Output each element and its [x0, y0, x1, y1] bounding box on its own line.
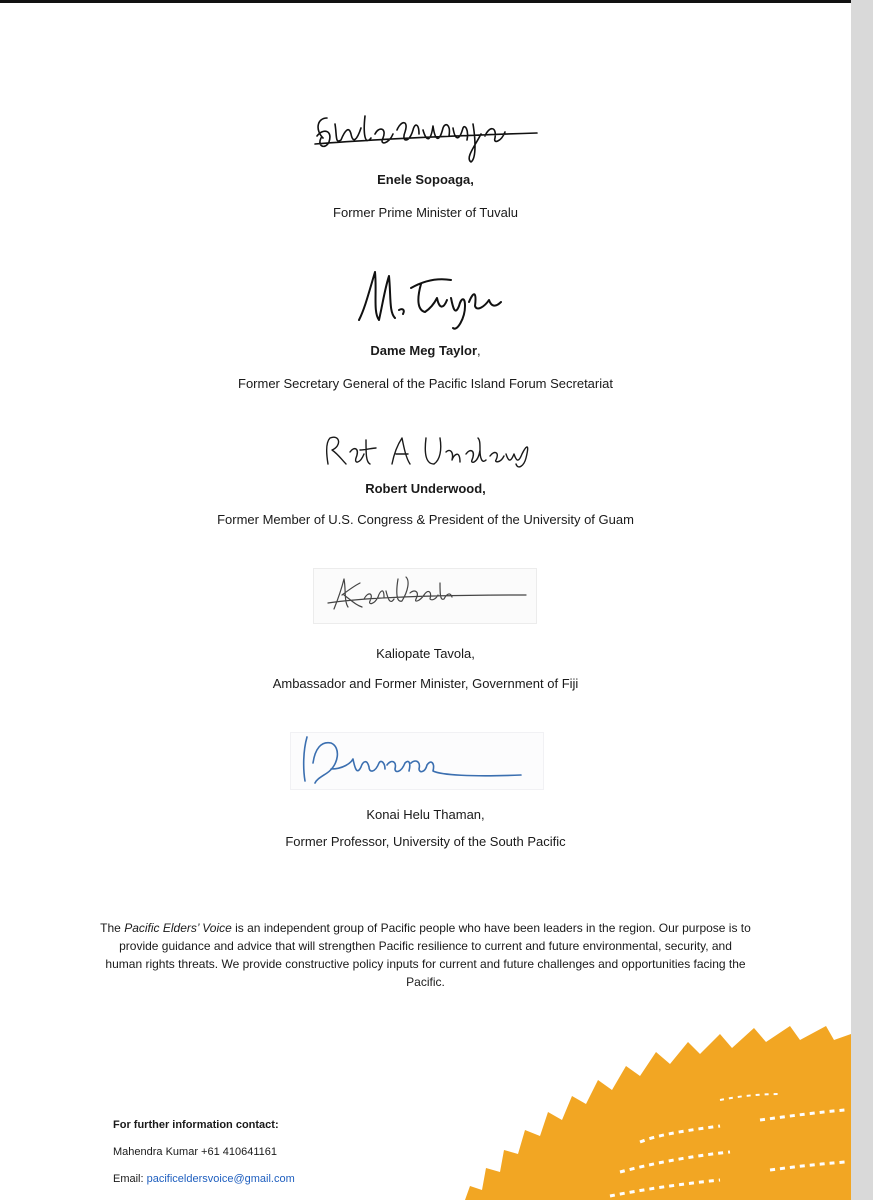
organization-description: The Pacific Elders’ Voice is an independent group of Pacific people who have been leaders in the region. Our purpose is to provide guidance and advice that will strengthen Pacific resilience to current and future environmental, security, and human rights threats. We provide constructive policy inputs for current and future challenges and opportunities facing the Pacific. [100, 921, 751, 989]
signatory-name: Robert Underwood, [365, 481, 486, 496]
signatory-role: Former Secretary General of the Pacific Island Forum Secretariat [238, 376, 613, 391]
email-link[interactable]: pacificeldersvoice@gmail.com [146, 1173, 295, 1185]
signatory-role: Former Professor, University of the South Pacific [285, 834, 566, 849]
contact-person: Mahendra Kumar +61 410641161 [113, 1146, 278, 1158]
signatory-name: Dame Meg Taylor, [370, 343, 481, 358]
signatory-role: Former Prime Minister of Tuvalu [333, 205, 518, 220]
signatory-name: Konai Helu Thaman, [366, 807, 485, 822]
contact-email-line: Email: pacificeldersvoice@gmail.com [113, 1173, 295, 1185]
signatory-role: Ambassador and Former Minister, Government of Fiji [272, 676, 579, 691]
signatory-role: Former Member of U.S. Congress & President of the University of Guam [217, 512, 634, 527]
signatory-name: Kaliopate Tavola, [376, 646, 475, 661]
signatory-name: Enele Sopoaga, [377, 172, 474, 187]
contact-heading: For further information contact: [113, 1119, 279, 1131]
organization-name: Pacific Elders’ Voice [124, 921, 232, 935]
